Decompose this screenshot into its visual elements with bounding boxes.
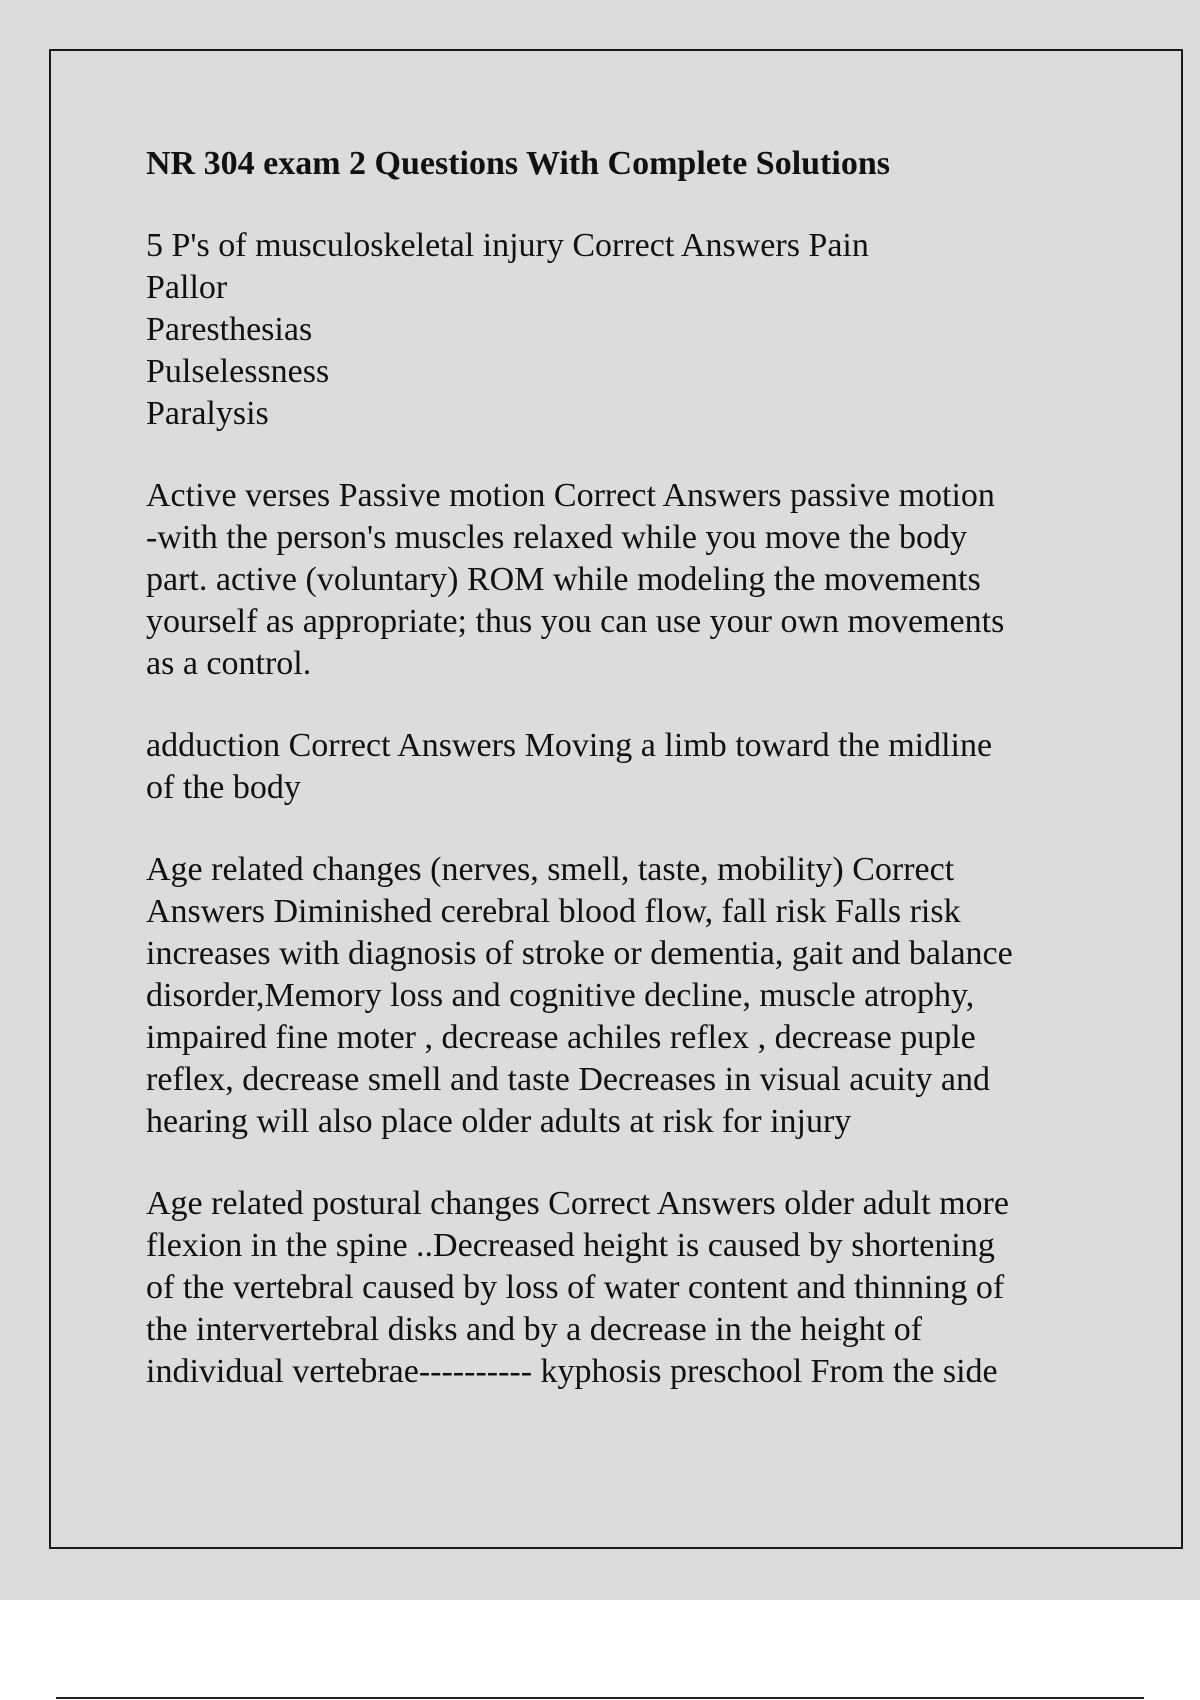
qa-entry-postural-changes: Age related postural changes Correct Answers older adult more flexion in the spine ..Decreased height is caused by shortening of the vertebral caused by loss of water content and thinning of the intervertebral disks and by a decrease in the height of individual vertebrae---------- kyphosis preschool From the side: [146, 1185, 1009, 1390]
page-divider: [56, 1697, 1144, 1699]
qa-entry-musculoskeletal-injury: 5 P's of musculoskeletal injury Correct Answers Pain Pallor Paresthesias Pulselessness Paralysis: [146, 227, 869, 432]
qa-entry-age-related-changes: Age related changes (nerves, smell, taste, mobility) Correct Answers Diminished cerebral blood flow, fall risk Falls risk increases with diagnosis of stroke or dementia, gait and balance disorder,Memory loss and cognitive decline, muscle atrophy, impaired fine moter , decrease achiles reflex , decrease puple reflex, decrease smell and taste Decreases in visual acuity and hearing will also place older adults at risk for injury: [146, 851, 1013, 1140]
document-title: NR 304 exam 2 Questions With Complete Solutions: [146, 145, 890, 182]
qa-entry-adduction: adduction Correct Answers Moving a limb toward the midline of the body: [146, 727, 993, 806]
qa-entry-active-passive-motion: Active verses Passive motion Correct Answers passive motion -with the person's muscles relaxed while you move the body part. active (voluntary) ROM while modeling the movements yourself as appropriate; thus you can use your own movements as a control.: [146, 477, 1005, 682]
document-body: [146, 143, 1106, 1433]
